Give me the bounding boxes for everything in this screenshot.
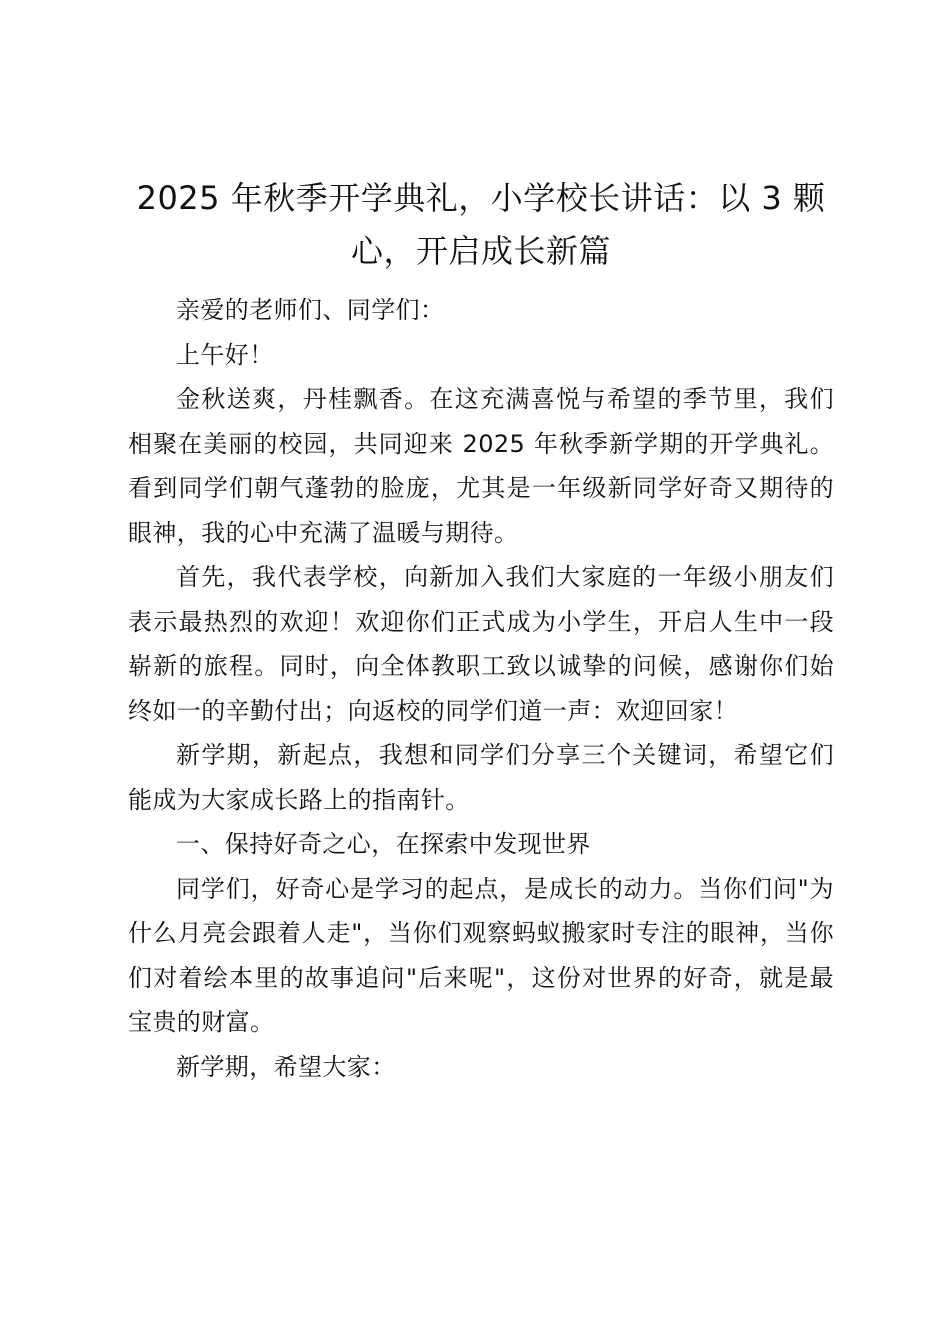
paragraph-greeting: 上午好！ xyxy=(176,340,274,369)
paragraph-hope: 新学期，希望大家： xyxy=(176,1052,396,1081)
paragraph-welcome: 首先，我代表学校，向新加入我们大家庭的一年级小朋友们表示最热烈的欢迎！欢迎你们正式成为小学生，开启人生中一段崭新的旅程。同时，向全体教职工致以诚挚的问候，感谢你们始终如一的辛勤付出；向返校的同学们道一声：欢迎回家！ xyxy=(128,563,834,725)
document-title: 2025 年秋季开学典礼，小学校长讲话：以 3 颗心，开启成长新篇 xyxy=(136,179,826,270)
document-body xyxy=(128,172,834,1089)
paragraph-curiosity: 同学们，好奇心是学习的起点，是成长的动力。当你们问"为什么月亮会跟着人走"，当你们观察蚂蚁搬家时专注的眼神，当你们对着绘本里的故事追问"后来呢"，这份对世界的好奇，就是最宝贵的财富。 xyxy=(128,874,834,1036)
section-heading-1: 一、保持好奇之心，在探索中发现世界 xyxy=(176,830,591,858)
paragraph-keywords-intro: 新学期，新起点，我想和同学们分享三个关键词，希望它们能成为大家成长路上的指南针。 xyxy=(128,741,834,814)
paragraph-opening: 金秋送爽，丹桂飘香。在这充满喜悦与希望的季节里，我们相聚在美丽的校园，共同迎来 2025 年秋季新学期的开学典礼。看到同学们朝气蓬勃的脸庞，尤其是一年级新同学好奇又期待的眼神，我的心中充满了温暖与期待。 xyxy=(128,385,834,547)
paragraph-salutation: 亲爱的老师们、同学们： xyxy=(176,296,445,324)
